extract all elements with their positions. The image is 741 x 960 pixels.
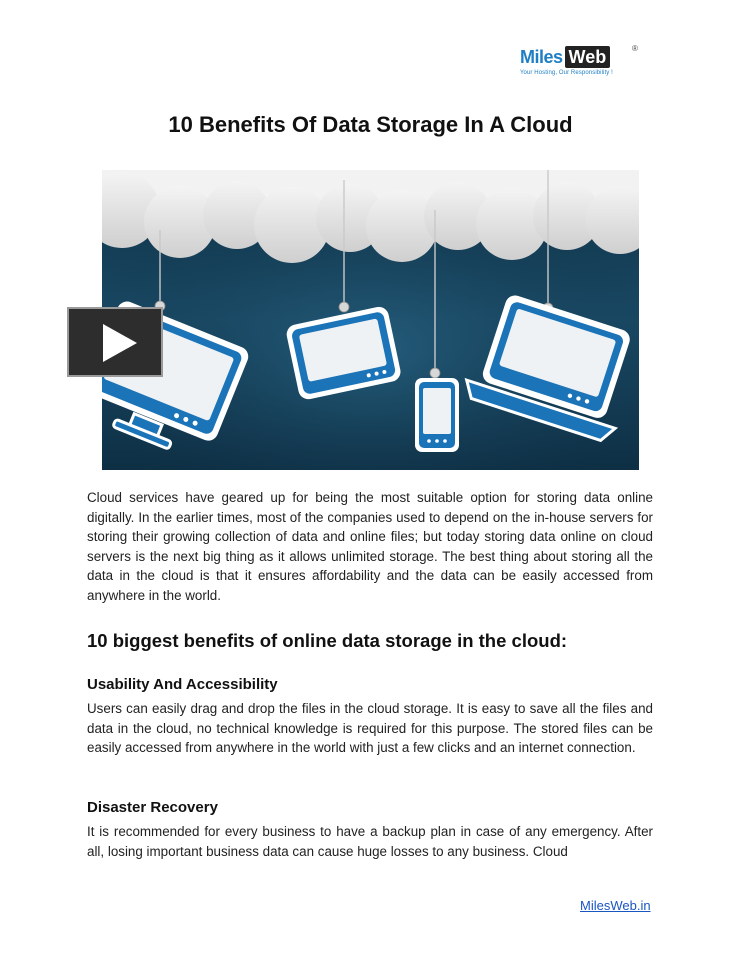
subheading-usability: Usability And Accessibility <box>87 676 278 693</box>
logo-tagline: Your Hosting, Our Responsibility ! <box>520 70 613 76</box>
milesweb-link[interactable]: MilesWeb.in <box>580 898 651 913</box>
logo-miles-text: Miles <box>520 46 563 67</box>
page-title: 10 Benefits Of Data Storage In A Cloud <box>168 112 573 137</box>
subheading-disaster-recovery: Disaster Recovery <box>87 799 218 816</box>
logo-web-text: Web <box>565 46 611 68</box>
usability-paragraph: Users can easily drag and drop the files in the cloud storage. It is easy to save all the files and data in the cloud, no technical knowledge is required for this purpose. The stored files can be easily accessed from anywhere in the world with just a few clicks and an internet connection. <box>87 701 653 755</box>
phone-device <box>415 378 459 452</box>
milesweb-logo <box>520 46 640 82</box>
video-play-button[interactable] <box>67 307 163 377</box>
section-heading: 10 biggest benefits of online data storage in the cloud: <box>87 630 568 651</box>
play-icon <box>103 324 137 362</box>
disaster-recovery-paragraph: It is recommended for every business to have a backup plan in case of any emergency. After all, losing important business data can cause huge losses to any business. Cloud <box>87 824 653 859</box>
intro-paragraph: Cloud services have geared up for being the most suitable option for storing data online digitally. In the earlier times, most of the companies used to depend on the in-house servers for storing their growing collection of data and online files; but today storing data online on cloud servers is the next big thing as it allows unlimited storage. The best thing about storing all the data in the cloud is that it ensures affordability and the data can be easily accessed from anywhere in the world. <box>87 490 653 603</box>
registered-mark: ® <box>632 44 638 53</box>
cloud-devices-illustration <box>102 170 639 470</box>
